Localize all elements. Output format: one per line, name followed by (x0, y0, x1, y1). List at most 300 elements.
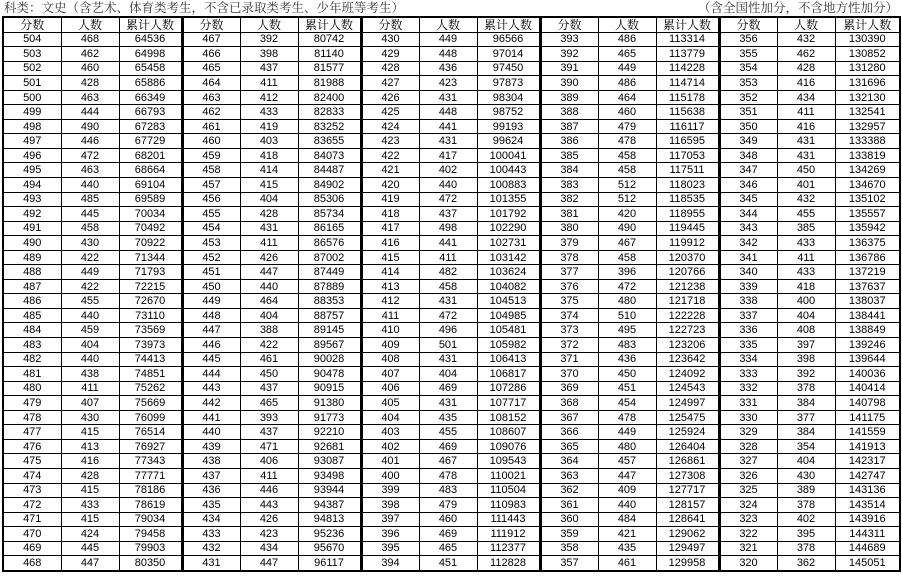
score-cell: 461 (182, 119, 240, 134)
cumulative-cell: 139246 (835, 338, 900, 353)
score-cell: 346 (719, 178, 777, 193)
count-cell: 465 (240, 396, 298, 411)
score-cell: 363 (540, 468, 598, 483)
cumulative-cell: 104985 (477, 308, 540, 323)
cumulative-cell: 96566 (477, 32, 540, 47)
table-row (3, 236, 900, 251)
count-cell: 472 (598, 279, 656, 294)
score-cell: 352 (719, 90, 777, 105)
cumulative-cell: 133388 (835, 134, 900, 149)
cumulative-cell: 95670 (298, 541, 361, 556)
score-cell: 358 (540, 541, 598, 556)
score-cell: 350 (719, 119, 777, 134)
score-cell: 322 (719, 527, 777, 542)
table-row (3, 250, 900, 265)
table-row (3, 352, 900, 367)
count-cell: 423 (240, 527, 298, 542)
cumulative-cell: 74851 (119, 367, 182, 382)
score-cell: 414 (361, 265, 419, 280)
count-cell: 354 (777, 439, 835, 454)
count-cell: 461 (598, 556, 656, 571)
cumulative-cell: 129497 (656, 541, 719, 556)
score-cell: 445 (182, 352, 240, 367)
cumulative-cell: 67283 (119, 119, 182, 134)
table-row (3, 279, 900, 294)
score-cell: 440 (182, 425, 240, 440)
column-header: 分数 (182, 17, 240, 32)
table-row (3, 32, 900, 47)
score-cell: 377 (540, 265, 598, 280)
cumulative-cell: 64536 (119, 32, 182, 47)
count-cell: 440 (61, 178, 119, 193)
column-header: 分数 (540, 17, 598, 32)
cumulative-cell: 97873 (477, 76, 540, 91)
count-cell: 441 (419, 119, 477, 134)
count-cell: 411 (777, 250, 835, 265)
cumulative-cell: 127308 (656, 468, 719, 483)
score-cell: 382 (540, 192, 598, 207)
cumulative-cell: 123206 (656, 338, 719, 353)
table-row (3, 221, 900, 236)
count-cell: 400 (777, 294, 835, 309)
cumulative-cell: 119912 (656, 236, 719, 251)
score-cell: 480 (3, 381, 61, 396)
count-cell: 437 (240, 61, 298, 76)
count-cell: 449 (419, 32, 477, 47)
cumulative-cell: 109076 (477, 439, 540, 454)
count-cell: 469 (419, 439, 477, 454)
count-cell: 486 (598, 76, 656, 91)
score-cell: 323 (719, 512, 777, 527)
cumulative-cell: 139644 (835, 352, 900, 367)
score-cell: 467 (182, 32, 240, 47)
count-cell: 406 (240, 454, 298, 469)
count-cell: 447 (240, 556, 298, 571)
cumulative-cell: 124997 (656, 396, 719, 411)
count-cell: 418 (777, 279, 835, 294)
table-row (3, 61, 900, 76)
cumulative-cell: 96117 (298, 556, 361, 571)
count-cell: 458 (598, 163, 656, 178)
count-cell: 458 (419, 279, 477, 294)
cumulative-cell: 142317 (835, 454, 900, 469)
score-cell: 334 (719, 352, 777, 367)
score-cell: 448 (182, 308, 240, 323)
score-cell: 449 (182, 294, 240, 309)
cumulative-cell: 101355 (477, 192, 540, 207)
count-cell: 485 (61, 192, 119, 207)
cumulative-cell: 132541 (835, 105, 900, 120)
cumulative-cell: 108607 (477, 425, 540, 440)
count-cell: 385 (777, 221, 835, 236)
score-cell: 478 (3, 410, 61, 425)
score-cell: 380 (540, 221, 598, 236)
score-cell: 484 (3, 323, 61, 338)
cumulative-cell: 83252 (298, 119, 361, 134)
count-cell: 447 (61, 556, 119, 571)
table-row (3, 396, 900, 411)
table-row (3, 308, 900, 323)
cumulative-cell: 123642 (656, 352, 719, 367)
score-cell: 504 (3, 32, 61, 47)
cumulative-cell: 100041 (477, 148, 540, 163)
cumulative-cell: 107286 (477, 381, 540, 396)
score-cell: 354 (719, 61, 777, 76)
score-cell: 450 (182, 279, 240, 294)
cumulative-cell: 116595 (656, 134, 719, 149)
cumulative-cell: 70922 (119, 236, 182, 251)
cumulative-cell: 100883 (477, 178, 540, 193)
score-cell: 456 (182, 192, 240, 207)
column-header: 累计人数 (119, 17, 182, 32)
score-cell: 501 (3, 76, 61, 91)
score-cell: 398 (361, 498, 419, 513)
cumulative-cell: 71344 (119, 250, 182, 265)
table-row (3, 468, 900, 483)
cumulative-cell: 130852 (835, 47, 900, 62)
count-cell: 378 (777, 381, 835, 396)
score-cell: 457 (182, 178, 240, 193)
score-cell: 487 (3, 279, 61, 294)
count-cell: 440 (240, 279, 298, 294)
score-cell: 451 (182, 265, 240, 280)
score-cell: 464 (182, 76, 240, 91)
cumulative-cell: 91773 (298, 410, 361, 425)
cumulative-cell: 117053 (656, 148, 719, 163)
table-row (3, 556, 900, 571)
cumulative-cell: 105481 (477, 323, 540, 338)
score-cell: 402 (361, 439, 419, 454)
cumulative-cell: 92210 (298, 425, 361, 440)
count-cell: 435 (419, 410, 477, 425)
cumulative-cell: 78186 (119, 483, 182, 498)
count-cell: 404 (419, 367, 477, 382)
score-cell: 344 (719, 207, 777, 222)
cumulative-cell: 92681 (298, 439, 361, 454)
table-header-row (3, 17, 900, 32)
score-cell: 365 (540, 439, 598, 454)
score-cell: 389 (540, 90, 598, 105)
cumulative-cell: 70034 (119, 207, 182, 222)
score-cell: 355 (719, 47, 777, 62)
cumulative-cell: 77343 (119, 454, 182, 469)
count-cell: 483 (419, 483, 477, 498)
score-cell: 453 (182, 236, 240, 251)
count-cell: 462 (777, 47, 835, 62)
score-cell: 482 (3, 352, 61, 367)
count-cell: 460 (419, 512, 477, 527)
count-cell: 478 (419, 468, 477, 483)
count-cell: 413 (61, 439, 119, 454)
count-cell: 469 (419, 381, 477, 396)
count-cell: 431 (240, 221, 298, 236)
count-cell: 411 (61, 381, 119, 396)
cumulative-cell: 89145 (298, 323, 361, 338)
cumulative-cell: 102290 (477, 221, 540, 236)
cumulative-cell: 104082 (477, 279, 540, 294)
score-cell: 388 (540, 105, 598, 120)
cumulative-cell: 140798 (835, 396, 900, 411)
cumulative-cell: 66793 (119, 105, 182, 120)
count-cell: 444 (61, 105, 119, 120)
cumulative-cell: 129958 (656, 556, 719, 571)
score-cell: 328 (719, 439, 777, 454)
count-cell: 464 (598, 90, 656, 105)
count-cell: 411 (240, 236, 298, 251)
count-cell: 462 (61, 47, 119, 62)
count-cell: 398 (777, 352, 835, 367)
cumulative-cell: 64998 (119, 47, 182, 62)
cumulative-cell: 113314 (656, 32, 719, 47)
cumulative-cell: 102731 (477, 236, 540, 251)
score-cell: 371 (540, 352, 598, 367)
cumulative-cell: 114228 (656, 61, 719, 76)
count-cell: 362 (777, 556, 835, 571)
cumulative-cell: 93944 (298, 483, 361, 498)
table-row (3, 90, 900, 105)
score-cell: 320 (719, 556, 777, 571)
cumulative-cell: 120766 (656, 265, 719, 280)
score-cell: 476 (3, 439, 61, 454)
count-cell: 392 (240, 32, 298, 47)
cumulative-cell: 71793 (119, 265, 182, 280)
column-header: 人数 (777, 17, 835, 32)
count-cell: 449 (598, 61, 656, 76)
score-distribution-table (2, 16, 901, 572)
score-cell: 428 (361, 61, 419, 76)
cumulative-cell: 130390 (835, 32, 900, 47)
count-cell: 433 (61, 498, 119, 513)
cumulative-cell: 128157 (656, 498, 719, 513)
count-cell: 422 (240, 338, 298, 353)
cumulative-cell: 125924 (656, 425, 719, 440)
count-cell: 483 (598, 338, 656, 353)
table-row (3, 439, 900, 454)
score-cell: 405 (361, 396, 419, 411)
count-cell: 465 (419, 541, 477, 556)
count-cell: 463 (61, 90, 119, 105)
count-cell: 484 (598, 512, 656, 527)
score-cell: 454 (182, 221, 240, 236)
count-cell: 460 (61, 61, 119, 76)
cumulative-cell: 84487 (298, 163, 361, 178)
cumulative-cell: 98304 (477, 90, 540, 105)
count-cell: 433 (777, 236, 835, 251)
count-cell: 490 (598, 221, 656, 236)
cumulative-cell: 83655 (298, 134, 361, 149)
count-cell: 417 (419, 148, 477, 163)
count-cell: 496 (419, 323, 477, 338)
cumulative-cell: 116117 (656, 119, 719, 134)
cumulative-cell: 68664 (119, 163, 182, 178)
cumulative-cell: 81140 (298, 47, 361, 62)
score-cell: 394 (361, 556, 419, 571)
count-cell: 378 (777, 541, 835, 556)
score-cell: 367 (540, 410, 598, 425)
score-cell: 410 (361, 323, 419, 338)
cumulative-cell: 91380 (298, 396, 361, 411)
score-cell: 336 (719, 323, 777, 338)
cumulative-cell: 134670 (835, 178, 900, 193)
cumulative-cell: 108152 (477, 410, 540, 425)
count-cell: 455 (419, 425, 477, 440)
cumulative-cell: 140036 (835, 367, 900, 382)
count-cell: 450 (240, 367, 298, 382)
score-cell: 426 (361, 90, 419, 105)
count-cell: 434 (777, 90, 835, 105)
cumulative-cell: 69104 (119, 178, 182, 193)
count-cell: 448 (419, 105, 477, 120)
cumulative-cell: 93087 (298, 454, 361, 469)
score-cell: 437 (182, 468, 240, 483)
score-cell: 368 (540, 396, 598, 411)
cumulative-cell: 126404 (656, 439, 719, 454)
cumulative-cell: 79034 (119, 512, 182, 527)
score-cell: 425 (361, 105, 419, 120)
count-cell: 479 (419, 498, 477, 513)
count-cell: 433 (777, 265, 835, 280)
cumulative-cell: 87889 (298, 279, 361, 294)
score-cell: 374 (540, 308, 598, 323)
score-cell: 361 (540, 498, 598, 513)
cumulative-cell: 113779 (656, 47, 719, 62)
score-cell: 362 (540, 483, 598, 498)
count-cell: 512 (598, 192, 656, 207)
cumulative-cell: 87002 (298, 250, 361, 265)
count-cell: 393 (240, 410, 298, 425)
cumulative-cell: 90028 (298, 352, 361, 367)
score-cell: 378 (540, 250, 598, 265)
score-cell: 486 (3, 294, 61, 309)
count-cell: 435 (598, 541, 656, 556)
score-cell: 435 (182, 498, 240, 513)
cumulative-cell: 78619 (119, 498, 182, 513)
score-cell: 339 (719, 279, 777, 294)
score-cell: 399 (361, 483, 419, 498)
table-row (3, 381, 900, 396)
count-cell: 465 (598, 47, 656, 62)
cumulative-cell: 143136 (835, 483, 900, 498)
count-cell: 395 (777, 527, 835, 542)
table-row (3, 323, 900, 338)
score-cell: 333 (719, 367, 777, 382)
count-cell: 422 (61, 250, 119, 265)
count-cell: 438 (61, 367, 119, 382)
count-cell: 409 (598, 483, 656, 498)
page-header (0, 0, 902, 16)
cumulative-cell: 138849 (835, 323, 900, 338)
count-cell: 467 (598, 236, 656, 251)
count-cell: 378 (777, 498, 835, 513)
count-cell: 404 (61, 338, 119, 353)
count-cell: 463 (61, 163, 119, 178)
table-row (3, 207, 900, 222)
count-cell: 455 (61, 294, 119, 309)
count-cell: 388 (240, 323, 298, 338)
score-cell: 370 (540, 367, 598, 382)
score-cell: 397 (361, 512, 419, 527)
cumulative-cell: 89567 (298, 338, 361, 353)
cumulative-cell: 101792 (477, 207, 540, 222)
cumulative-cell: 98752 (477, 105, 540, 120)
score-cell: 502 (3, 61, 61, 76)
count-cell: 480 (598, 294, 656, 309)
score-cell: 369 (540, 381, 598, 396)
score-cell: 471 (3, 512, 61, 527)
cumulative-cell: 97014 (477, 47, 540, 62)
count-cell: 411 (777, 105, 835, 120)
cumulative-cell: 144311 (835, 527, 900, 542)
cumulative-cell: 128641 (656, 512, 719, 527)
cumulative-cell: 109543 (477, 454, 540, 469)
column-header: 人数 (240, 17, 298, 32)
score-cell: 438 (182, 454, 240, 469)
cumulative-cell: 131696 (835, 76, 900, 91)
table-row (3, 105, 900, 120)
cumulative-cell: 121718 (656, 294, 719, 309)
cumulative-cell: 97450 (477, 61, 540, 76)
table-row (3, 265, 900, 280)
cumulative-cell: 110983 (477, 498, 540, 513)
cumulative-cell: 65886 (119, 76, 182, 91)
cumulative-cell: 129062 (656, 527, 719, 542)
count-cell: 431 (419, 134, 477, 149)
count-cell: 392 (777, 367, 835, 382)
count-cell: 415 (61, 483, 119, 498)
score-cell: 357 (540, 556, 598, 571)
score-cell: 479 (3, 396, 61, 411)
score-cell: 472 (3, 498, 61, 513)
score-cell: 469 (3, 541, 61, 556)
cumulative-cell: 115638 (656, 105, 719, 120)
score-cell: 384 (540, 163, 598, 178)
count-cell: 431 (419, 352, 477, 367)
cumulative-cell: 144689 (835, 541, 900, 556)
cumulative-cell: 133819 (835, 148, 900, 163)
count-cell: 459 (61, 323, 119, 338)
table-row (3, 148, 900, 163)
cumulative-cell: 81577 (298, 61, 361, 76)
count-cell: 461 (240, 352, 298, 367)
column-header: 分数 (361, 17, 419, 32)
count-cell: 416 (777, 76, 835, 91)
score-cell: 321 (719, 541, 777, 556)
cumulative-cell: 75262 (119, 381, 182, 396)
score-cell: 465 (182, 61, 240, 76)
cumulative-cell: 95236 (298, 527, 361, 542)
count-cell: 440 (61, 308, 119, 323)
table-row (3, 76, 900, 91)
count-cell: 447 (240, 265, 298, 280)
count-cell: 426 (240, 512, 298, 527)
count-cell: 412 (240, 90, 298, 105)
cumulative-cell: 127717 (656, 483, 719, 498)
count-cell: 422 (61, 279, 119, 294)
score-cell: 430 (361, 32, 419, 47)
score-cell: 442 (182, 396, 240, 411)
cumulative-cell: 76099 (119, 410, 182, 425)
cumulative-cell: 141913 (835, 439, 900, 454)
score-cell: 468 (3, 556, 61, 571)
count-cell: 472 (419, 192, 477, 207)
score-cell: 494 (3, 178, 61, 193)
count-cell: 486 (598, 32, 656, 47)
count-cell: 431 (777, 134, 835, 149)
score-cell: 353 (719, 76, 777, 91)
cumulative-cell: 99624 (477, 134, 540, 149)
cumulative-cell: 137219 (835, 265, 900, 280)
table-row (3, 163, 900, 178)
